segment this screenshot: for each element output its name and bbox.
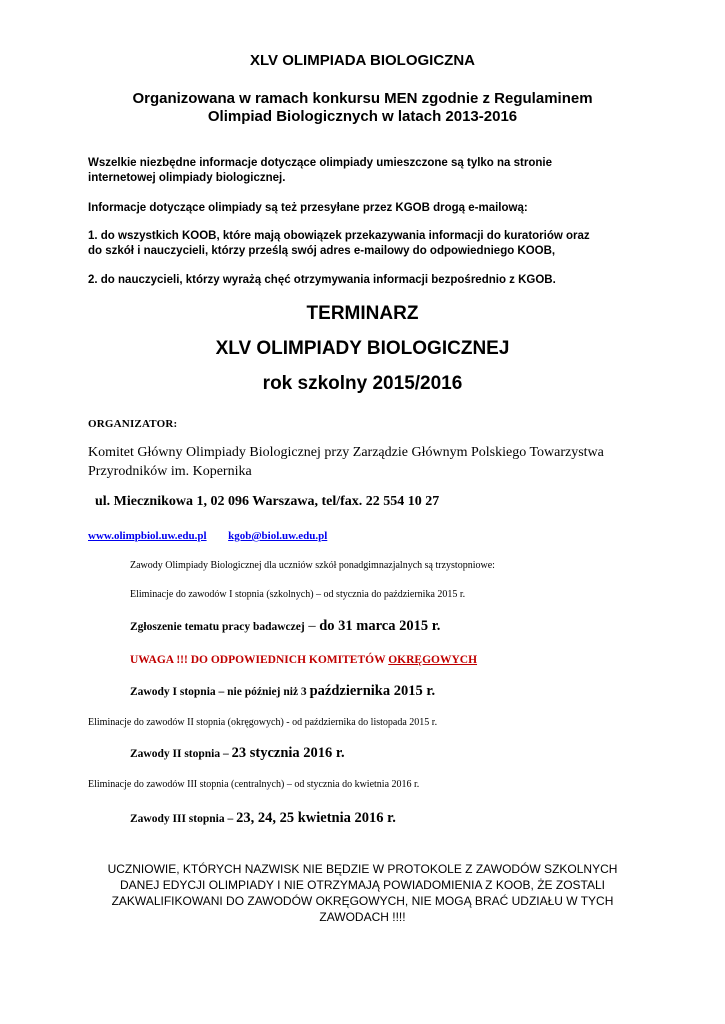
warning-line — [130, 654, 477, 666]
stage-3-date — [130, 810, 396, 827]
elimination-stage-2: Eliminacje do zawodów II stopnia (okręgowych) - od października do listopada 2015 r. — [88, 717, 438, 728]
subtitle-line-1: Organizowana w ramach konkursu MEN zgodnie z Regulaminem — [132, 90, 593, 107]
warning-text: UWAGA !!! DO ODPOWIEDNICH KOMITETÓW — [130, 654, 389, 666]
info-item-2: 2. do nauczycieli, którzy wyrażą chęć otrzymywania informacji bezpośrednio z KGOB. — [88, 274, 556, 286]
stage-label: Zawody III stopnia – — [130, 813, 237, 825]
schedule-intro: Zawody Olimpiady Biologicznej dla uczniów szkół ponadgimnazjalnych są trzystopniowe: — [130, 560, 495, 571]
deadline-date: do 31 marca 2015 r. — [319, 618, 441, 634]
organizer-label: ORGANIZATOR: — [88, 418, 178, 430]
stage-date: 23, 24, 25 kwietnia 2016 r. — [236, 810, 396, 826]
info-paragraph-email: Informacje dotyczące olimpiady są też przesyłane przez KGOB drogą e-mailową: — [88, 202, 528, 214]
research-topic-deadline — [130, 618, 440, 635]
stage-date: października 2015 r. — [309, 683, 436, 699]
warning-underlined-text: OKRĘGOWYCH — [388, 654, 478, 666]
info-line: internetowej olimpiady biologicznej. — [88, 172, 286, 184]
elimination-stage-3: Eliminacje do zawodów III stopnia (centralnych) – od stycznia do kwietnia 2016 r. — [88, 779, 420, 790]
document-subtitle — [0, 90, 725, 126]
info-line: 1. do wszystkich KOOB, które mają obowiązek przekazywania informacji do kuratoriów oraz — [88, 230, 590, 242]
stage-2-date — [130, 745, 345, 762]
elimination-stage-1: Eliminacje do zawodów I stopnia (szkolnych) – od stycznia do października 2015 r. — [130, 589, 466, 600]
deadline-label: Zgłoszenie tematu pracy badawczej — [130, 621, 305, 633]
important-notice — [100, 861, 625, 925]
stage-label: Zawody II stopnia – — [130, 748, 232, 760]
organizer-name-line: Komitet Główny Olimpiady Biologicznej przy Zarządzie Głównym Polskiego Towarzystwa — [88, 445, 604, 460]
document-title: XLV OLIMPIADA BIOLOGICZNA — [250, 52, 475, 69]
website-link[interactable]: www.olimpbiol.uw.edu.pl — [88, 530, 207, 542]
email-link[interactable]: kgob@biol.uw.edu.pl — [228, 530, 328, 542]
notice-line: DANEJ EDYCJI OLIMPIADY I NIE OTRZYMAJĄ POWIADOMIENIA Z KOOB, ŻE ZOSTALI — [120, 878, 605, 892]
stage-date: 23 stycznia 2016 r. — [231, 745, 345, 761]
info-line: Wszelkie niezbędne informacje dotyczące olimpiady umieszczone są tylko na stronie — [88, 157, 552, 169]
deadline-dash: – — [304, 618, 320, 634]
notice-line: UCZNIOWIE, KTÓRYCH NAZWISK NIE BĘDZIE W PROTOKOLE Z ZAWODÓW SZKOLNYCH — [107, 862, 618, 876]
organizer-address: ul. Miecznikowa 1, 02 096 Warszawa, tel/fax. 22 554 10 27 — [95, 494, 440, 509]
schedule-olympiad-heading: XLV OLIMPIADY BIOLOGICZNEJ — [215, 338, 510, 359]
school-year-heading: rok szkolny 2015/2016 — [262, 373, 463, 394]
info-paragraph-website — [88, 156, 648, 186]
schedule-heading: TERMINARZ — [306, 303, 419, 324]
organizer-name-line: Przyrodników im. Kopernika — [88, 464, 252, 479]
stage-label: Zawody I stopnia – nie później niż 3 — [130, 686, 310, 698]
subtitle-line-2: Olimpiad Biologicznych w latach 2013-2016 — [207, 108, 518, 125]
organizer-name — [88, 443, 668, 481]
contact-links — [88, 530, 327, 542]
info-item-1 — [88, 229, 648, 259]
notice-line: ZAKWALIFIKOWANI DO ZAWODÓW OKRĘGOWYCH, NIE MOGĄ BRAĆ UDZIAŁU W TYCH — [111, 894, 614, 908]
info-line: do szkół i nauczycieli, którzy prześlą swój adres e-mailowy do odpowiedniego KOOB, — [88, 245, 556, 257]
stage-1-date — [130, 683, 435, 700]
notice-line: ZAWODACH !!!! — [319, 910, 406, 924]
